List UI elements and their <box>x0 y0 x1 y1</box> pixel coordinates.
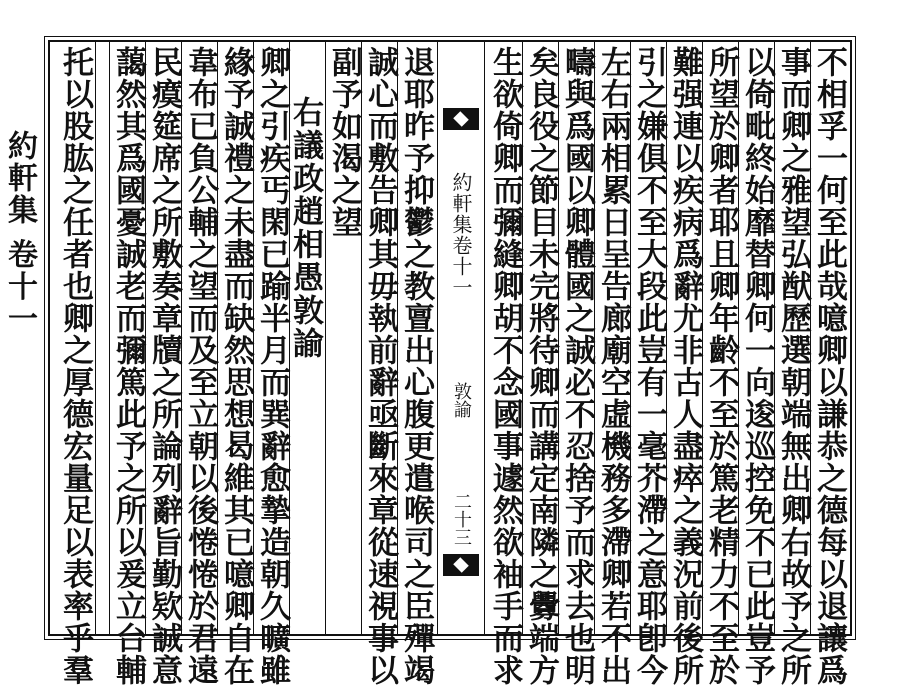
center-fold <box>437 42 485 634</box>
edict-heading: 右議政趙相愚敦諭 <box>287 96 323 360</box>
text-column: 緣予誠禮之未盡而缺然思想曷維其已噫卿自在 <box>218 46 254 686</box>
text-column: 所望於卿者耶且卿年齡不至於篤老精力不至於 <box>703 46 739 686</box>
margin-book-title: 約軒集 卷十一 <box>2 130 37 335</box>
fishtail-ornament-top <box>443 108 479 130</box>
text-column: 卿之引疾丐閑已踰半月而巽辭愈摯造朝久曠雖 <box>254 46 290 686</box>
text-column: 以倚毗終始靡替卿何一向逡巡控免不已此豈予 <box>739 46 775 686</box>
text-column: 事而卿之雅望弘猷歷選朝端無出卿右故予之所 <box>775 46 811 686</box>
text-column: 藹然其爲國憂誠老而彌篤此予之所以爰立台輔 <box>110 46 146 686</box>
text-column: 疇與爲國以卿體國之誠必不忍捨予而求去也明 <box>559 46 595 686</box>
text-column: 難强連以疾病爲辭尤非古人盡瘁之義況前後所 <box>667 46 703 686</box>
text-column: 退耶昨予抑鬱之教亶出心腹更遣喉司之臣殫竭 <box>398 46 434 686</box>
fold-book-title: 約軒集卷十一 <box>449 172 473 298</box>
text-column: 左右兩相累日呈告廊廟空虛機務多滯卿若不出 <box>595 46 631 686</box>
text-column: 韋布已負公輔之望而及至立朝以後惓惓於君遠 <box>182 46 218 686</box>
fold-section-label: 敦諭 <box>451 382 472 418</box>
text-column: 誠心而敷告卿其毋執前辭亟斷來章從速視事以 <box>362 46 398 686</box>
text-column: 矣良役之節目未完將待卿而講定南隣之釁端方 <box>523 46 559 686</box>
text-column: 托以股肱之任者也卿之厚德宏量足以表率乎羣 <box>57 46 93 686</box>
fold-page-number: 二十三 <box>451 492 472 546</box>
text-column: 副予如渴之望 <box>326 46 362 238</box>
text-column: 不相孚一何至此哉噫卿以謙恭之德每以退讓爲 <box>811 46 847 686</box>
text-column: 引之嫌俱不至大段此豈有一毫芥滯之意耶卽今 <box>631 46 667 686</box>
fishtail-ornament-bottom <box>443 554 479 576</box>
text-column: 生欲倚卿而彌縫卿胡不念國事遽然欲袖手而求 <box>487 46 523 686</box>
text-column: 民瘼筵席之所敷奏章牘之所論列辭旨勤欵誠意 <box>146 46 182 686</box>
